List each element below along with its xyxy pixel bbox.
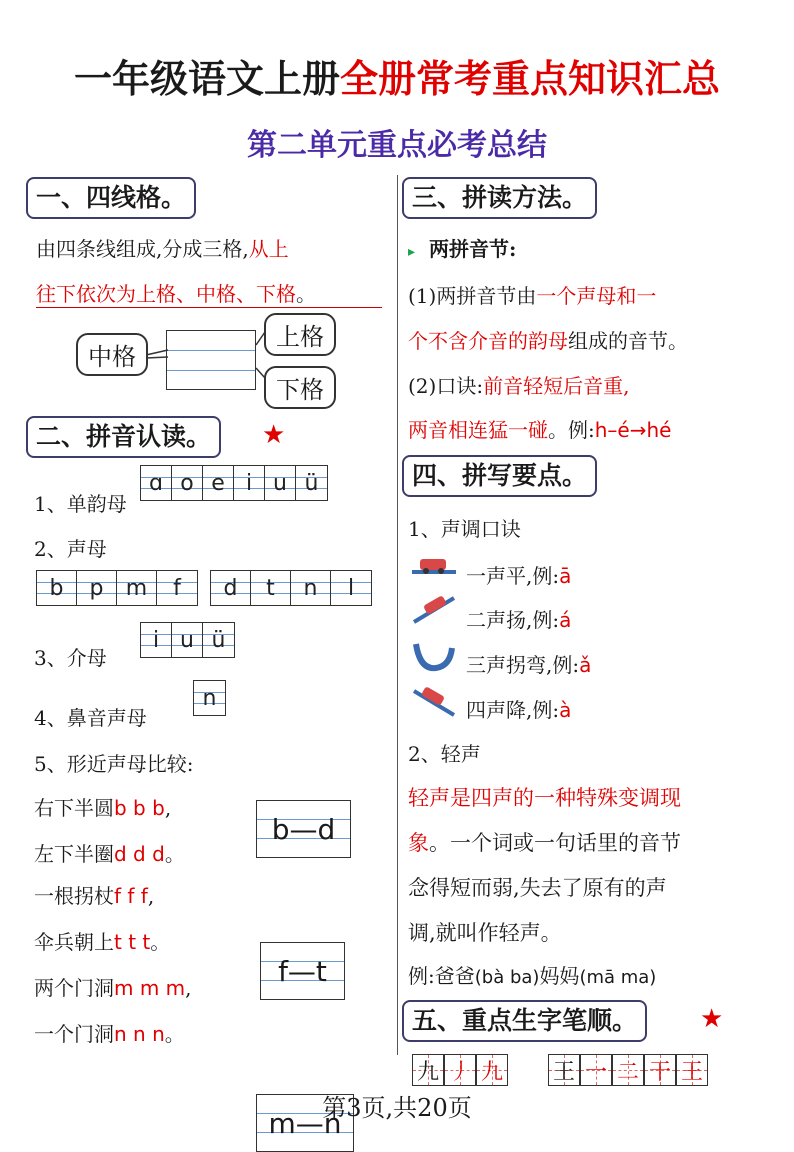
sec3-p4: 两音相连猛一碰。例:h–é→hé xyxy=(408,418,672,442)
grid-cell: t xyxy=(251,571,291,605)
section-3-heading: 三、拼读方法。 xyxy=(402,177,597,219)
pair3-line1: 两个门洞m m m, xyxy=(34,976,192,1000)
title-red: 全册常考重点知识汇总 xyxy=(340,57,721,101)
grid-cell: ü xyxy=(296,466,327,500)
grid-cell: f xyxy=(157,571,197,605)
grid-cell: m xyxy=(117,571,157,605)
label-zhong-ge: 中格 xyxy=(76,333,148,376)
pair2-line1: 一根拐杖f f f, xyxy=(34,884,155,908)
sec2-item1: 1、单韵母 xyxy=(34,492,127,516)
sec1-line1 xyxy=(36,233,289,262)
compare-box-m-n: m—n xyxy=(256,1094,354,1152)
page-footer: 第3页,共20页 xyxy=(322,1094,472,1122)
compare-box-b-d: b—d xyxy=(256,800,351,858)
section-2-heading: 二、拼音认读。 xyxy=(26,416,221,458)
tian-cell: 王 xyxy=(676,1054,708,1086)
tone-4: 四声降,例:à xyxy=(466,698,572,722)
tian-cell: 一 xyxy=(580,1054,612,1086)
grid-cell: d xyxy=(211,571,251,605)
sec2-item4: 4、鼻音声母 xyxy=(34,706,147,730)
grid-cell: l xyxy=(331,571,371,605)
label-shang-ge: 上格 xyxy=(264,313,336,356)
pair1-line2: 左下半圈d d d。 xyxy=(34,842,185,866)
sec2-item2: 2、声母 xyxy=(34,537,107,561)
sec4-line3: 念得短而弱,失去了原有的声 xyxy=(408,876,667,900)
car-turn-icon xyxy=(410,640,458,674)
pair1-line1: 右下半圆b b b, xyxy=(34,796,172,820)
title-black: 一年级语文上册 xyxy=(73,57,340,101)
tian-cell: 二 xyxy=(612,1054,644,1086)
grid-cell: b xyxy=(37,571,77,605)
initials-grid-b xyxy=(210,570,372,606)
grid-cell: i xyxy=(141,623,172,657)
grid-cell: i xyxy=(234,466,265,500)
section-5-heading: 五、重点生字笔顺。 xyxy=(402,1000,647,1042)
sec1-line2 xyxy=(36,278,382,308)
sec2-item5: 5、形近声母比较: xyxy=(34,752,194,776)
tian-cell: 丿 xyxy=(444,1054,476,1086)
grid-cell: o xyxy=(172,466,203,500)
compare-box-f-t: f—t xyxy=(260,942,345,1000)
page-subtitle: 第二单元重点必考总结 xyxy=(247,128,547,163)
tone-2: 二声扬,例:á xyxy=(466,608,572,632)
grid-cell: ü xyxy=(203,623,234,657)
sec4-line4: 调,就叫作轻声。 xyxy=(408,921,562,945)
tian-cell: 王 xyxy=(548,1054,580,1086)
car-up-icon xyxy=(410,592,458,626)
medial-grid xyxy=(140,622,235,658)
star-icon: ★ xyxy=(262,420,286,450)
pair2-line2: 伞兵朝上t t t。 xyxy=(34,930,171,954)
sec1-line2-red: 往下依次为上格、中格、下格 xyxy=(36,282,296,306)
sec3-p1: (1)两拼音节由一个声母和一 xyxy=(408,284,657,308)
tian-cell: 九 xyxy=(412,1054,444,1086)
grid-cell: e xyxy=(203,466,234,500)
sec3-p3: (2)口诀:前音轻短后音重, xyxy=(408,374,630,398)
tone-3: 三声拐弯,例:ǎ xyxy=(466,653,592,677)
column-divider xyxy=(397,175,398,1055)
label-xia-ge: 下格 xyxy=(264,366,336,409)
sec1-line1-red: 从上 xyxy=(248,237,289,261)
car-down-icon xyxy=(410,685,458,719)
tone-1: 一声平,例:ā xyxy=(466,564,572,588)
grid-callout-lines xyxy=(140,320,280,400)
sec4-item2: 2、轻声 xyxy=(408,742,481,766)
tian-cell: 干 xyxy=(644,1054,676,1086)
car-flat-icon xyxy=(410,553,458,577)
nasal-grid xyxy=(193,680,226,716)
sec4-line1: 轻声是四声的一种特殊变调现 xyxy=(408,786,681,810)
grid-cell: n xyxy=(291,571,331,605)
section-1-heading: 一、四线格。 xyxy=(26,177,196,219)
sec4-item1: 1、声调口诀 xyxy=(408,517,521,541)
section-4-heading: 四、拼写要点。 xyxy=(402,455,597,497)
tian-cell: 九 xyxy=(476,1054,508,1086)
sec4-example: 例:爸爸(bà ba)妈妈(mā ma) xyxy=(408,964,657,988)
page-title xyxy=(0,48,794,103)
sec4-line2: 象。一个词或一句话里的音节 xyxy=(408,831,681,855)
sec1-line2-end: 。 xyxy=(296,282,316,306)
grid-cell: u xyxy=(172,623,203,657)
grid-cell: u xyxy=(265,466,296,500)
initials-grid-a xyxy=(36,570,198,606)
grid-cell: p xyxy=(77,571,117,605)
sec2-item3: 3、介母 xyxy=(34,646,107,670)
stroke-order-wang xyxy=(548,1054,708,1086)
sec1-line1-black: 由四条线组成,分成三格, xyxy=(36,237,249,261)
sec3-p2: 个不含介音的韵母组成的音节。 xyxy=(408,329,688,353)
stroke-order-jiu xyxy=(412,1054,508,1086)
pair3-line2: 一个门洞n n n。 xyxy=(34,1022,185,1046)
star-icon: ★ xyxy=(700,1004,724,1034)
grid-cell: n xyxy=(194,681,225,715)
grid-cell: ɑ xyxy=(141,466,172,500)
triangle-bullet-icon: ▸ xyxy=(408,244,416,260)
sec3-subhead: ▸ 两拼音节: xyxy=(408,237,517,261)
vowel-grid xyxy=(140,465,328,501)
